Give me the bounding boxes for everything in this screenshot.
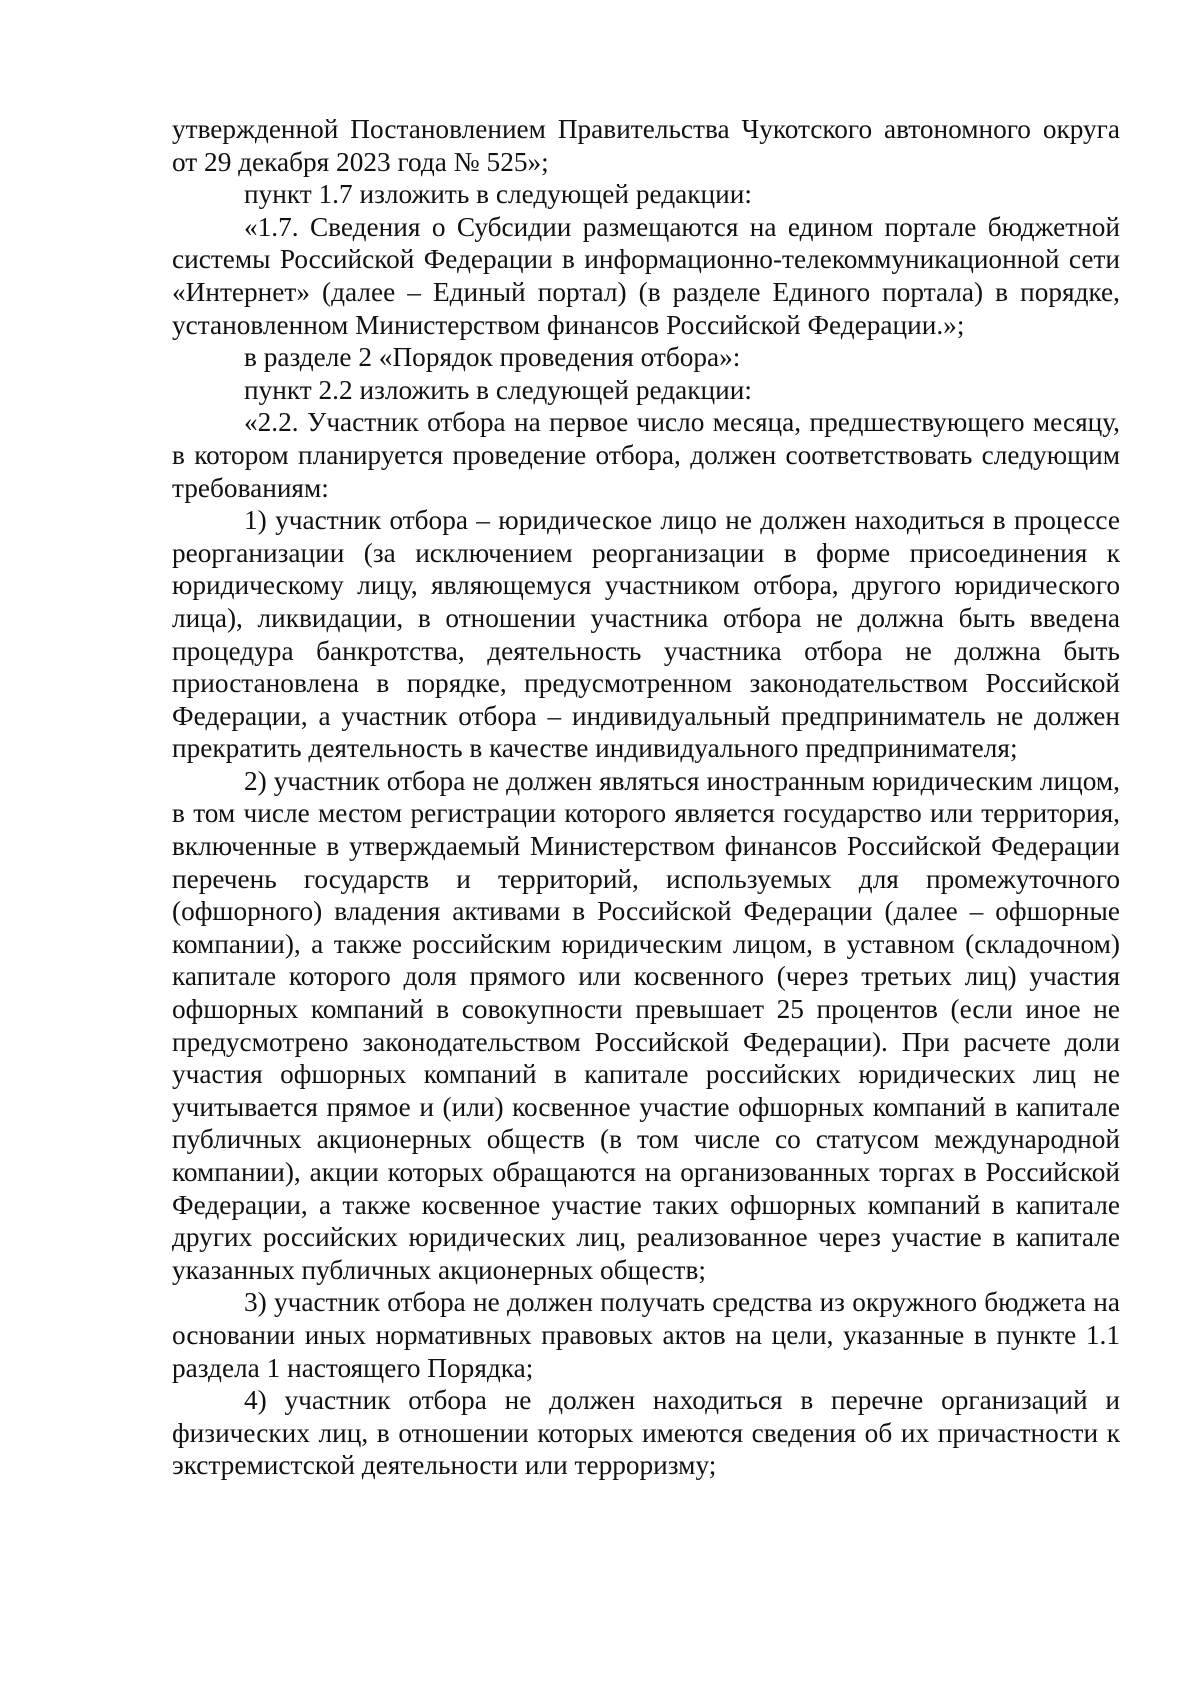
- paragraph-requirement-3: 3) участник отбора не должен получать средства из окружного бюджета на основании иных нормативных правовых актов на цели, указанные в пункте 1.1 раздела 1 настоящего Порядка;: [172, 1287, 1120, 1383]
- paragraph-section-2-intro: в разделе 2 «Порядок проведения отбора»:: [244, 342, 741, 373]
- paragraph-clause-1-7: «1.7. Сведения о Субсидии размещаются на едином портале бюджетной системы Российской Федерации в информационно-телекоммуникационной сети «Интернет» (далее – Единый портал) (в разделе Единого портала) в порядке, установленном Министерством финансов Российской Федерации.»;: [172, 211, 1120, 340]
- paragraph-clause-1-7-intro: пункт 1.7 изложить в следующей редакции:: [244, 179, 752, 210]
- paragraph-requirement-4: 4) участник отбора не должен находиться в перечне организаций и физических лиц, в отношении которых имеются сведения об их причастности к экстремистской деятельности или терроризму;: [172, 1385, 1120, 1481]
- paragraph-requirement-1: 1) участник отбора – юридическое лицо не должен находиться в процессе реорганизации (за исключением реорганизации в форме присоединения к юридическому лицу, являющемуся участником отбора, другого юридического лица), ликвидации, в отношении участника отбора не должна быть введена процедура банкротства, деятельность участника отбора не должна быть приостановлена в порядке, предусмотренном законодательством Российской Федерации, а участник отбора – индивидуальный предприниматель не должен прекратить деятельность в качестве индивидуального предпринимателя;: [172, 505, 1120, 764]
- document-body: [172, 113, 1120, 1482]
- paragraph-clause-2-2: «2.2. Участник отбора на первое число месяца, предшествующего месяцу, в котором планируется проведение отбора, должен соответствовать следующим требованиям:: [172, 407, 1120, 503]
- paragraph-continuation: утвержденной Постановлением Правительства Чукотского автономного округа от 29 декабря 2023 года № 525»;: [172, 114, 1120, 177]
- paragraph-requirement-2: 2) участник отбора не должен являться иностранным юридическим лицом, в том числе местом регистрации которого является государство или территория, включенные в утверждаемый Министерством финансов Российской Федерации перечень государств и территорий, используемых для промежуточного (офшорного) владения активами в Российской Федерации (далее – офшорные компании), а также российским юридическим лицом, в уставном (складочном) капитале которого доля прямого или косвенного (через третьих лиц) участия офшорных компаний в совокупности превышает 25 процентов (если иное не предусмотрено законодательством Российской Федерации). При расчете доли участия офшорных компаний в капитале российских юридических лиц не учитывается прямое и (или) косвенное участие офшорных компаний в капитале публичных акционерных обществ (в том числе со статусом международной компании), акции которых обращаются на организованных торгах в Российской Федерации, а также косвенное участие таких офшорных компаний в капитале других российских юридических лиц, реализованное через участие в капитале указанных публичных акционерных обществ;: [172, 765, 1120, 1285]
- paragraph-clause-2-2-intro: пункт 2.2 изложить в следующей редакции:: [244, 374, 752, 405]
